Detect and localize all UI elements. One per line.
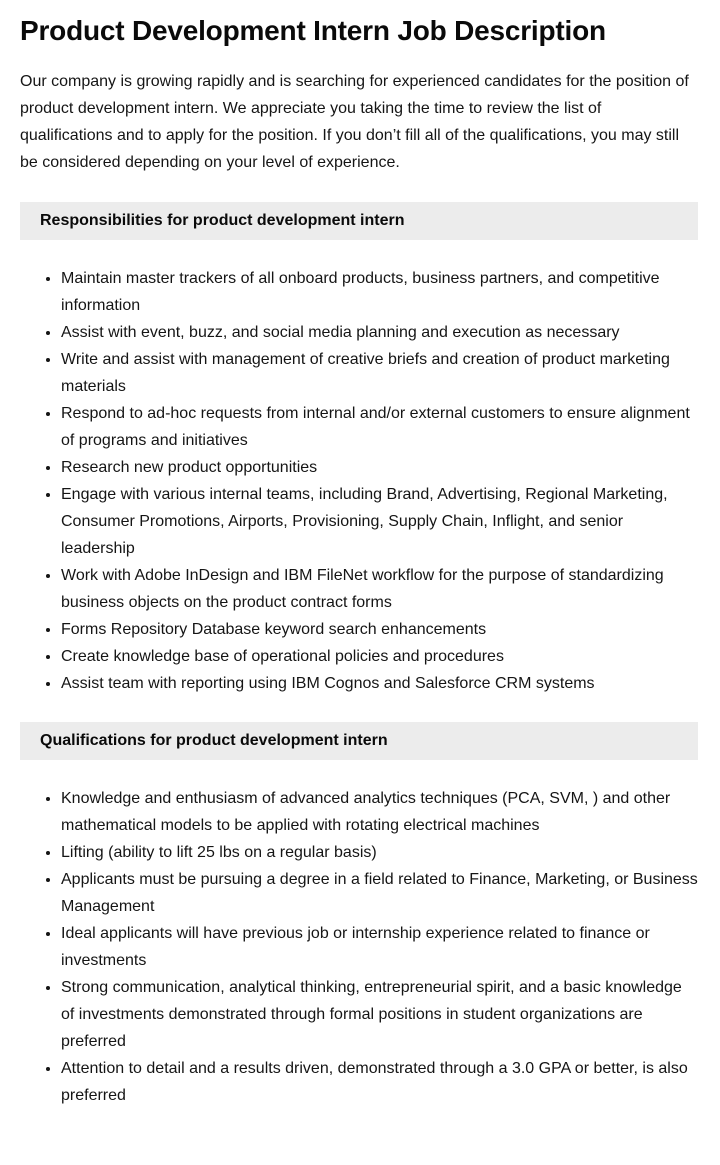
list-item: • Create knowledge base of operational policies and procedures bbox=[61, 643, 698, 670]
list-item: • Attention to detail and a results driven, demonstrated through a 3.0 GPA or better, is also preferred bbox=[61, 1055, 698, 1109]
list-item: • Strong communication, analytical thinking, entrepreneurial spirit, and a basic knowledge of investments demonstrated through formal positions in student organizations are preferred bbox=[61, 974, 698, 1055]
list-item: • Write and assist with management of creative briefs and creation of product marketing materials bbox=[61, 346, 698, 400]
list-item: • Assist team with reporting using IBM Cognos and Salesforce CRM systems bbox=[61, 670, 698, 697]
list-item: • Applicants must be pursuing a degree in a field related to Finance, Marketing, or Business Management bbox=[61, 866, 698, 920]
intro-paragraph: Our company is growing rapidly and is searching for experienced candidates for the position of product development intern. We appreciate you taking the time to review the list of qualifications and to apply for the position. If you don’t fill all of the qualifications, you may still be considered depending on your level of experience. bbox=[20, 72, 689, 171]
responsibilities-section bbox=[20, 202, 698, 697]
qualifications-list bbox=[20, 785, 698, 1109]
list-item: • Knowledge and enthusiasm of advanced analytics techniques (PCA, SVM, ) and other mathematical models to be applied with rotating electrical machines bbox=[61, 785, 698, 839]
list-item: • Maintain master trackers of all onboard products, business partners, and competitive information bbox=[61, 265, 698, 319]
list-item: • Lifting (ability to lift 25 lbs on a regular basis) bbox=[61, 839, 698, 866]
list-item: • Engage with various internal teams, including Brand, Advertising, Regional Marketing, Consumer Promotions, Airports, Provisioning, Supply Chain, Inflight, and senior leadership bbox=[61, 481, 698, 562]
list-item: • Respond to ad-hoc requests from internal and/or external customers to ensure alignment of programs and initiatives bbox=[61, 400, 698, 454]
page-title: Product Development Intern Job Description bbox=[20, 15, 606, 46]
responsibilities-list bbox=[20, 265, 698, 697]
qualifications-section bbox=[20, 722, 698, 1109]
list-item: • Assist with event, buzz, and social media planning and execution as necessary bbox=[61, 319, 698, 346]
responsibilities-heading: Responsibilities for product development intern bbox=[20, 202, 698, 240]
list-item: • Ideal applicants will have previous job or internship experience related to finance or investments bbox=[61, 920, 698, 974]
list-item: • Work with Adobe InDesign and IBM FileNet workflow for the purpose of standardizing business objects on the product contract forms bbox=[61, 562, 698, 616]
list-item: • Forms Repository Database keyword search enhancements bbox=[61, 616, 698, 643]
qualifications-heading: Qualifications for product development intern bbox=[20, 722, 698, 760]
list-item: • Research new product opportunities bbox=[61, 454, 698, 481]
